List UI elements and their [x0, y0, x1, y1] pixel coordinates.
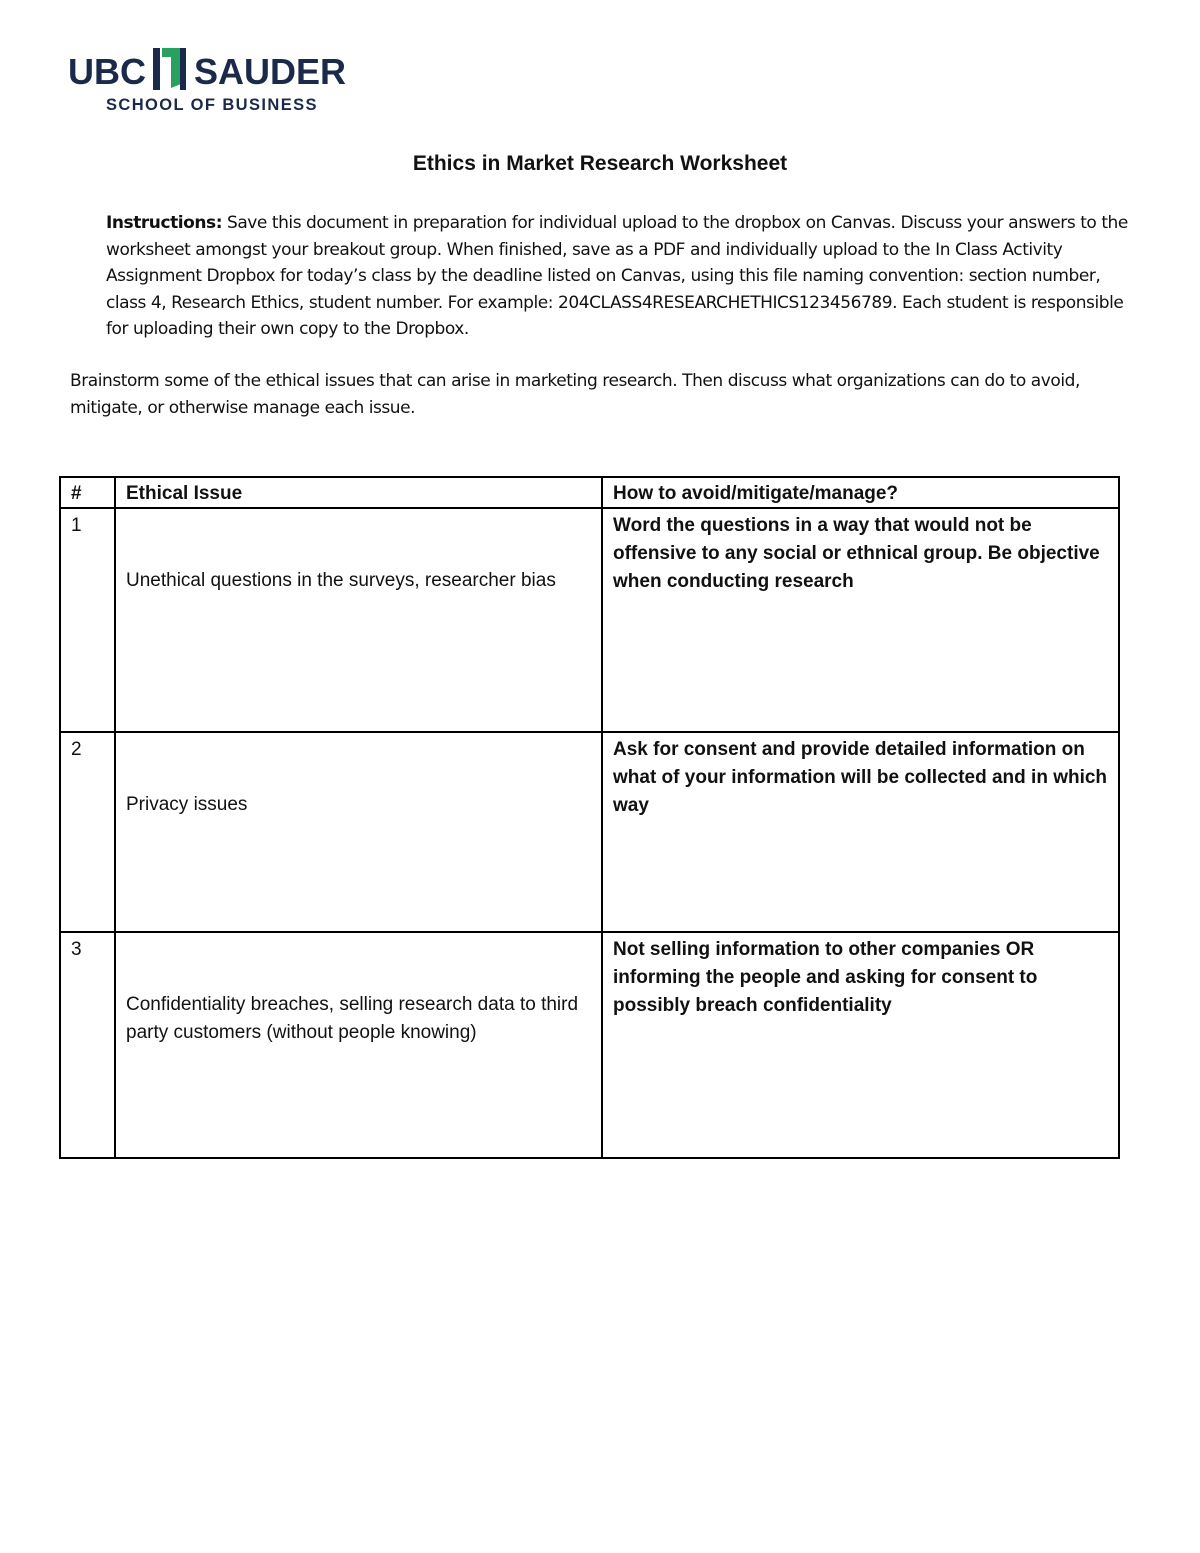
row-number: 2: [60, 732, 115, 932]
header-number: #: [60, 477, 115, 508]
svg-text:UBC: UBC: [68, 51, 146, 92]
brainstorm-prompt: Brainstorm some of the ethical issues that can arise in marketing research. Then discuss what organizations can do to avoid, mitigate, or otherwise manage each issue.: [70, 371, 1080, 418]
ubc-sauder-logo: [68, 44, 358, 114]
instructions-paragraph: [106, 210, 1136, 343]
row-number: 1: [60, 508, 115, 732]
row-number: 3: [60, 932, 115, 1158]
table-row: [60, 508, 1119, 732]
mitigation-cell[interactable]: Word the questions in a way that would not be offensive to any social or ethnical group. Be objective when conducting research: [602, 508, 1119, 732]
ethics-worksheet-table: [59, 476, 1120, 1159]
issue-text: Privacy issues: [126, 794, 248, 815]
instructions-text: Save this document in preparation for individual upload to the dropbox on Canvas. Discuss your answers to the worksheet amongst your breakout group. When finished, save as a PDF and individually upload to the In Class Activity Assignment Dropbox for today’s class by the deadline listed on Canvas, using this file naming convention: section number, class 4, Research Ethics, student number. For example: 204CLASS4RESEARCHETHICS123456789. Each student is responsible for uploading their own copy to the Dropbox.: [106, 213, 1128, 339]
table-row: [60, 932, 1119, 1158]
issue-cell[interactable]: [115, 732, 602, 932]
header-ethical-issue: Ethical Issue: [115, 477, 602, 508]
svg-text:SAUDER: SAUDER: [194, 51, 347, 92]
svg-text:SCHOOL OF BUSINESS: SCHOOL OF BUSINESS: [106, 96, 318, 114]
mitigation-cell[interactable]: Ask for consent and provide detailed information on what of your information will be collected and in which way: [602, 732, 1119, 932]
table-header-row: [60, 477, 1119, 508]
document-title: Ethics in Market Research Worksheet: [412, 152, 788, 175]
header-mitigation: How to avoid/mitigate/manage?: [602, 477, 1119, 508]
mitigation-cell[interactable]: Not selling information to other companies OR informing the people and asking for consent to possibly breach confidentiality: [602, 932, 1119, 1158]
issue-text: Unethical questions in the surveys, researcher bias: [126, 570, 556, 591]
issue-cell[interactable]: [115, 508, 602, 732]
issue-text: Confidentiality breaches, selling research data to third party customers (without people knowing): [126, 994, 579, 1043]
issue-cell[interactable]: [115, 932, 602, 1158]
table-row: [60, 732, 1119, 932]
instructions-label: Instructions:: [106, 213, 223, 233]
sauder-gate-icon: [153, 48, 186, 90]
